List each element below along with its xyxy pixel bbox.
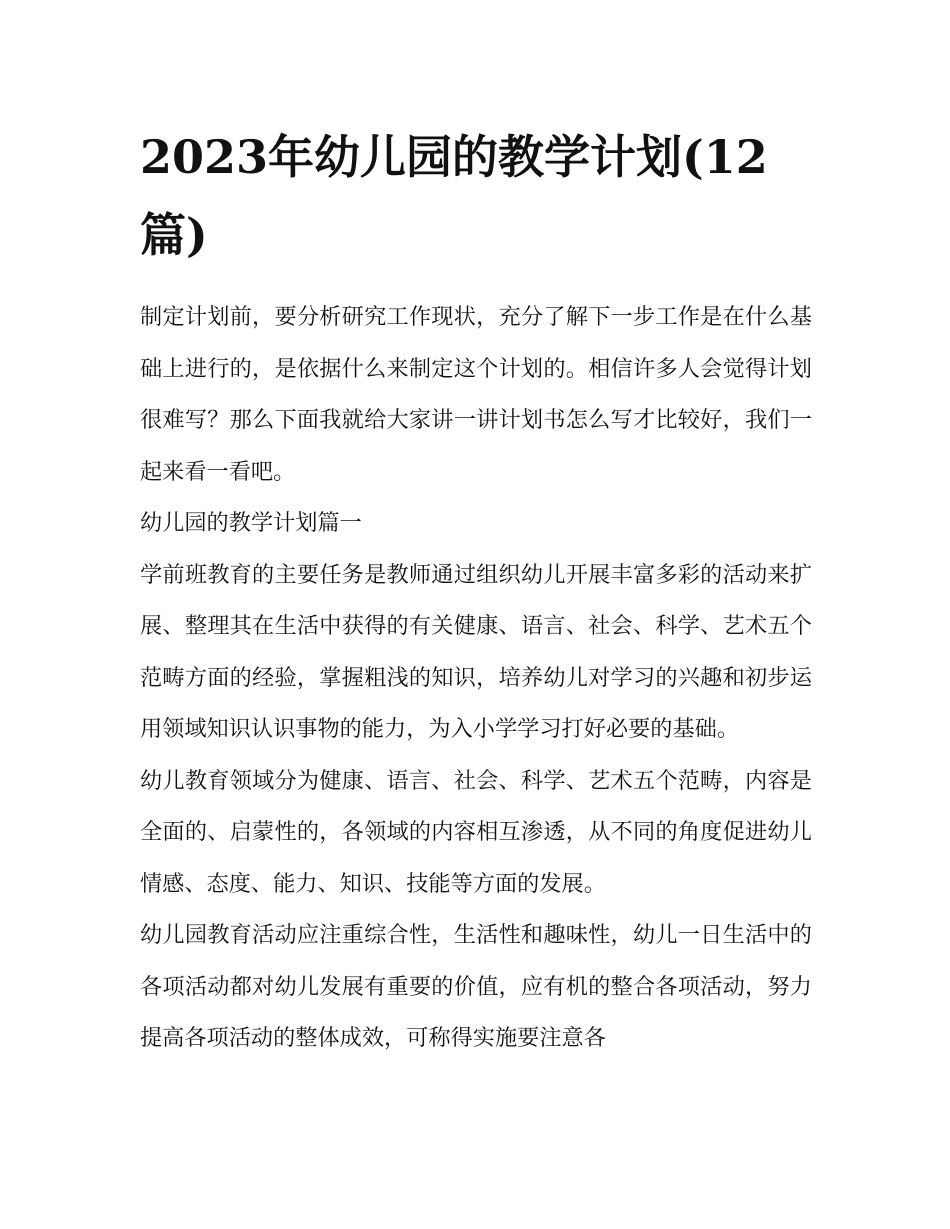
body-paragraph-1: 学前班教育的主要任务是教师通过组织幼儿开展丰富多彩的活动来扩展、整理其在生活中获得的有关健康、语言、社会、科学、艺术五个范畴方面的经验，掌握粗浅的知识，培养幼儿对学习的兴趣和初步运用领域知识认识事物的能力，为入小学学习打好必要的基础。 <box>140 561 812 742</box>
document-page <box>140 118 812 1065</box>
document-title: 2023年幼儿园的教学计划(12篇) <box>140 130 768 262</box>
body-paragraph-2: 幼儿教育领域分为健康、语言、社会、科学、艺术五个范畴，内容是全面的、启蒙性的，各领域的内容相互渗透，从不同的角度促进幼儿情感、态度、能力、知识、技能等方面的发展。 <box>140 767 812 897</box>
intro-paragraph: 制定计划前，要分析研究工作现状，充分了解下一步工作是在什么基础上进行的，是依据什么来制定这个计划的。相信许多人会觉得计划很难写？那么下面我就给大家讲一讲计划书怎么写才比较好，我们一起来看一看吧。 <box>140 304 812 485</box>
section-heading: 幼儿园的教学计划篇一 <box>140 510 362 536</box>
body-paragraph-3: 幼儿园教育活动应注重综合性，生活性和趣味性，幼儿一日生活中的各项活动都对幼儿发展有重要的价值，应有机的整合各项活动，努力提高各项活动的整体成效，可称得实施要注意各 <box>140 922 812 1051</box>
